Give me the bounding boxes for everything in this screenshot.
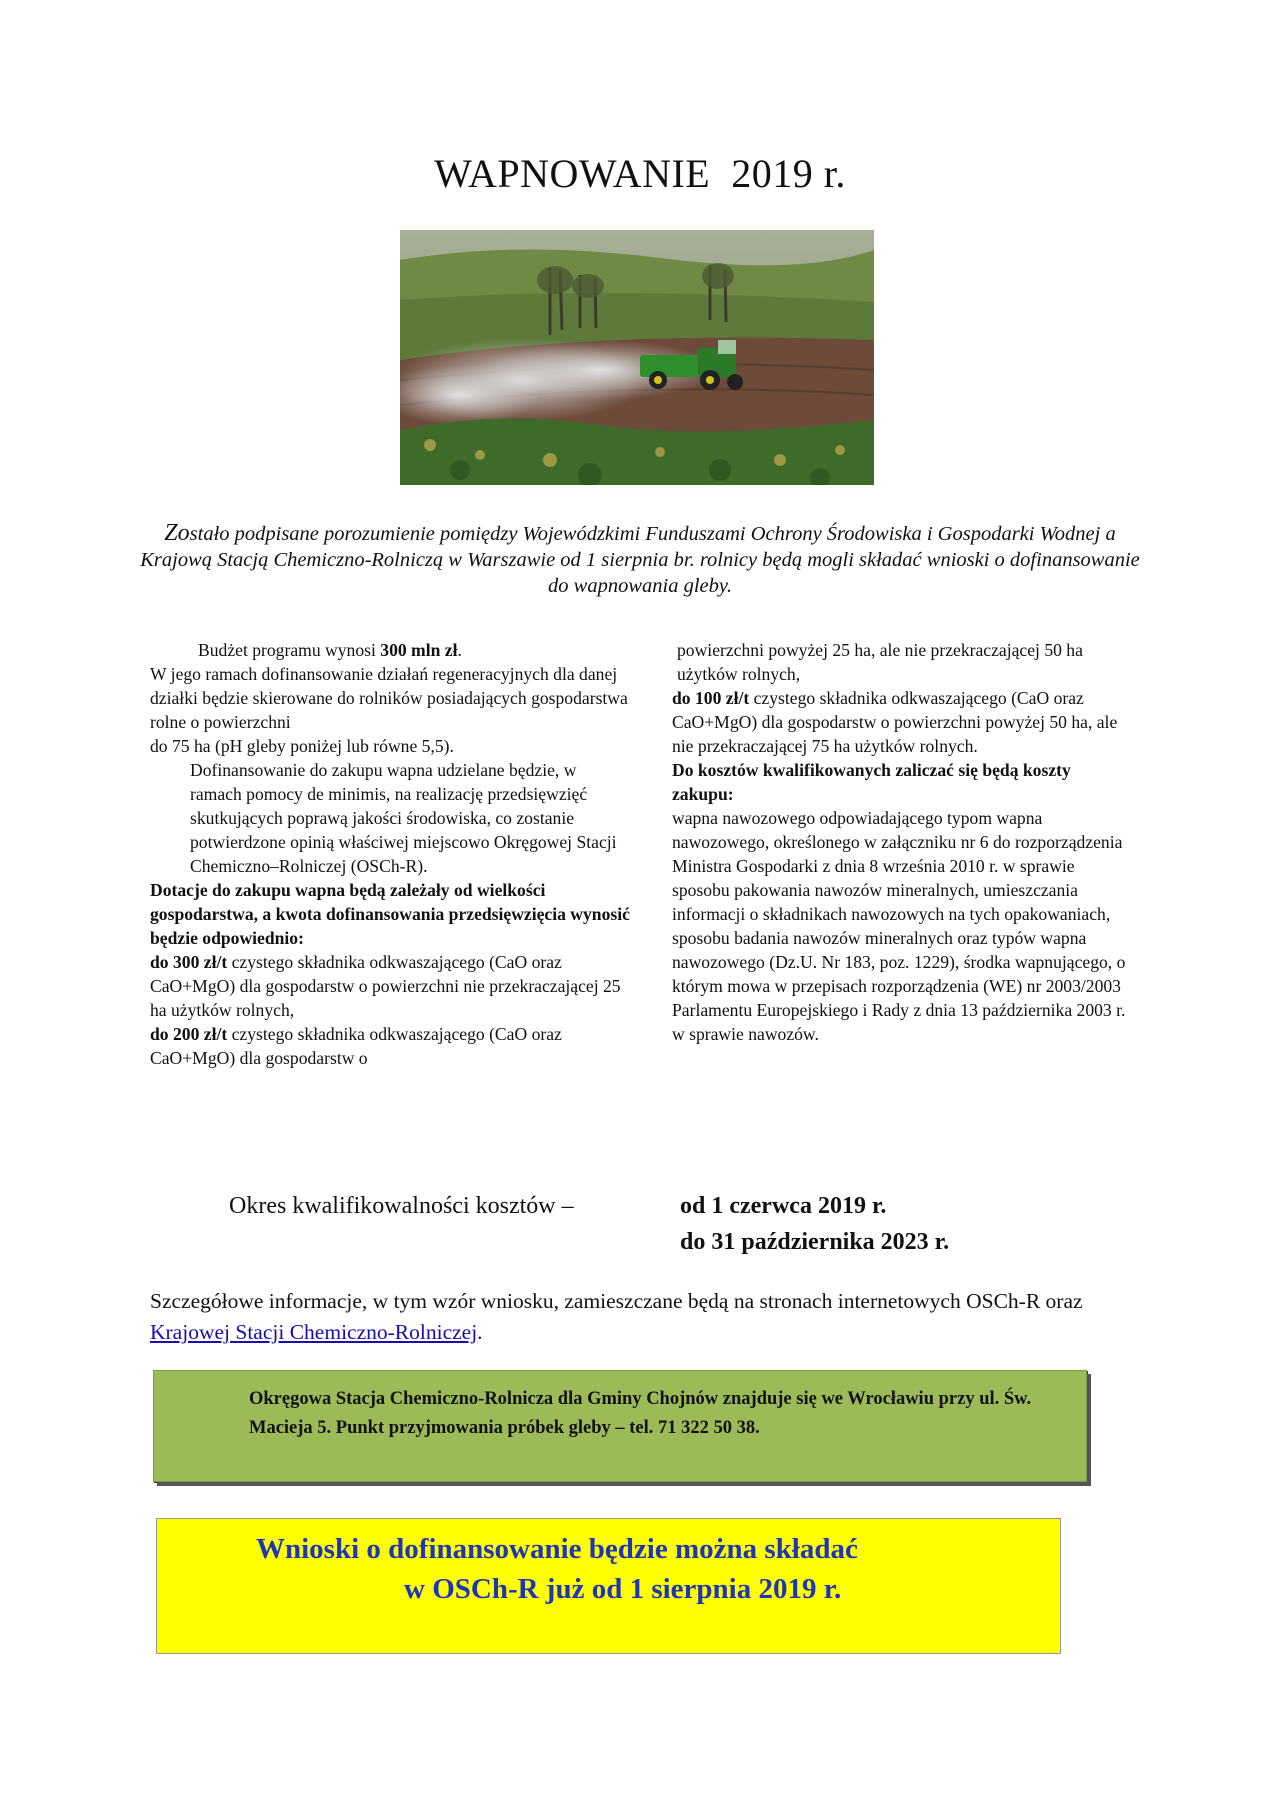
budget-suffix: .: [457, 640, 462, 660]
details-text: Szczegółowe informacje, w tym wzór wniosku, zamieszczane będą na stronach internetowych OSCh-R oraz: [150, 1289, 1083, 1313]
page-title: WAPNOWANIE 2019 r.: [434, 151, 846, 196]
left-p3: [150, 878, 630, 950]
tier-300-amount: do 300 zł/t: [150, 952, 228, 972]
right-p1: powierzchni powyżej 25 ha, ale nie przekraczającej 50 ha użytków rolnych,: [677, 640, 1083, 684]
right-column: [672, 638, 1132, 1046]
application-notice-text: [256, 1529, 858, 1609]
tier-100-amount: do 100 zł/t: [672, 688, 750, 708]
application-notice-box: [156, 1518, 1061, 1654]
budget-amount: 300 mln zł: [380, 640, 458, 660]
tier-100: [672, 686, 1132, 758]
budget-prefix: Budżet programu wynosi: [198, 640, 381, 660]
period-label: Okres kwalifikowalności kosztów –: [229, 1193, 574, 1219]
tier-300-text: czystego składnika odkwaszającego (CaO oraz CaO+MgO) dla gospodarstw o powierzchni nie przekraczającej 25 ha użytków rolnych,: [150, 952, 621, 1020]
budget-line: [150, 638, 630, 662]
details-paragraph: [150, 1286, 1135, 1348]
intro-text: stało podpisane porozumienie pomiędzy Wojewódzkimi Funduszami Ochrony Środowiska i Gospodarki Wodnej a Krajową Stacją Chemiczno-Rolniczą w Warszawie od 1 sierpnia br. rolnicy będą mogli składać wnioski o dofinansowanie do wapnowania gleby.: [140, 523, 1140, 597]
period-from: od 1 czerwca 2019 r.: [680, 1193, 887, 1219]
intro-first-chars: Zo: [164, 520, 190, 546]
details-end: .: [477, 1320, 483, 1344]
left-p2: Dofinansowanie do zakupu wapna udzielane będzie, w ramach pomocy de minimis, na realizację przedsięwzięć skutkujących poprawą jakości środowiska, co zostanie potwierdzone opinią właściwej miejscowo Okręgowej Stacji Chemiczno–Rolniczej (OSCh-R).: [190, 760, 617, 876]
tractor-field-image: [400, 230, 874, 485]
notice-line-1: Wnioski o dofinansowanie będzie można składać: [256, 1533, 858, 1565]
station-info-end: .: [755, 1418, 760, 1438]
tractor-liming-photo: [400, 230, 874, 485]
tier-100-text: czystego składnika odkwaszającego (CaO oraz CaO+MgO) dla gospodarstw o powierzchni powyżej 50 ha, ale nie przekraczającej 75 ha użytków rolnych.: [672, 688, 1118, 756]
tier-200-text: czystego składnika odkwaszającego (CaO oraz CaO+MgO) dla gospodarstw o: [150, 1024, 562, 1068]
station-info-text: [249, 1385, 1049, 1443]
tier-300: [150, 950, 630, 1022]
notice-line-2: w OSCh-R już od 1 sierpnia 2019 r.: [404, 1573, 842, 1605]
costs-heading: [672, 758, 1132, 806]
costs-heading-text: Do kosztów kwalifikowanych zaliczać się będą koszty zakupu:: [672, 760, 1071, 804]
kscher-link[interactable]: Krajowej Stacji Chemiczno-Rolniczej: [150, 1320, 478, 1344]
tier-200: [150, 1022, 630, 1070]
station-info-box: [153, 1370, 1087, 1482]
intro-paragraph: [130, 520, 1150, 599]
left-p1b: do 75 ha (pH gleby poniżej lub równe 5,5).: [150, 736, 454, 756]
left-p1: W jego ramach dofinansowanie działań regeneracyjnych dla danej działki będzie skierowane do rolników posiadających gospodarstwa rolne o powierzchni: [150, 664, 628, 732]
left-column: [150, 638, 630, 1070]
subsidy-heading: Dotacje do zakupu wapna będą zależały od wielkości gospodarstwa, a kwota dofinansowania przedsięwzięcia wynosić będzie odpowiednio:: [150, 880, 630, 948]
station-info-main: Okręgowa Stacja Chemiczno-Rolnicza dla Gminy Chojnów znajduje się we Wrocławiu przy ul. Św. Macieja 5. Punkt przyjmowania próbek gleby – tel. 71 322 50 38: [249, 1389, 1032, 1438]
period-to: do 31 października 2023 r.: [680, 1229, 950, 1255]
period-dates: [680, 1188, 949, 1260]
costs-text: wapna nawozowego odpowiadającego typom wapna nawozowego, określonego w załączniku nr 6 do rozporządzenia Ministra Gospodarki z dnia 8 września 2010 r. w sprawie sposobu pakowania nawozów mineralnych, umieszczania informacji o składnikach nawozowych na tych opakowaniach, sposobu badania nawozów mineralnych oraz typów wapna nawozowego (Dz.U. Nr 183, poz. 1229), środka wapnującego, o którym mowa w przepisach rozporządzenia (WE) nr 2003/2003 Parlamentu Europejskiego i Rady z dnia 13 października 2003 r. w sprawie nawozów.: [672, 808, 1126, 1044]
tier-200-amount: do 200 zł/t: [150, 1024, 228, 1044]
